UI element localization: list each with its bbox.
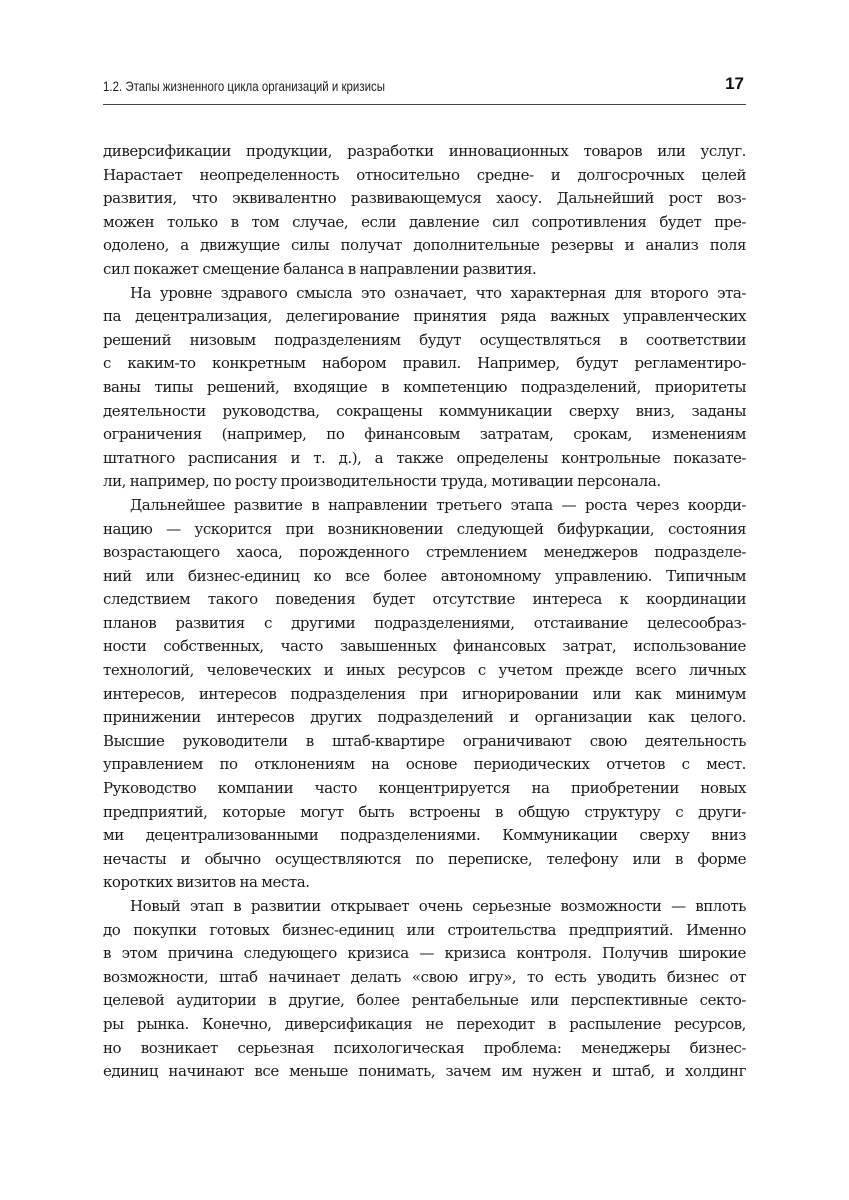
text-line: в этом причина следующего кризиса — кризиса контроля. Получив широкие [103,944,746,963]
text-line: следствием такого поведения будет отсутствие интереса к координации [103,590,746,609]
text-line: до покупки готовых бизнес-единиц или строительства предприятий. Именно [103,920,746,939]
paragraph [103,282,746,494]
text-line: сил покажет смещение баланса в направлении развития. [103,259,537,278]
text-line: решений низовым подразделениям будут осуществляться в соответствии [103,330,746,349]
text-line: предприятий, которые могут быть встроены в общую структуру с други- [103,802,746,821]
running-title: 1.2. Этапы жизненного цикла организаций и кризисы [103,78,386,94]
text-line: возможности, штаб начинает делать «свою игру», то есть уводить бизнес от [103,967,746,986]
text-line: нацию — ускорится при возникновении следующей бифуркации, состояния [103,519,746,538]
text-line: Нарастает неопределенность относительно средне- и долгосрочных целей [103,165,746,184]
text-line: деятельности руководства, сокращены коммуникации сверху вниз, заданы [103,401,746,420]
text-line: ваны типы решений, входящие в компетенцию подразделений, приоритеты [103,377,746,396]
text-line: диверсификации продукции, разработки инновационных товаров или услуг. [103,142,746,160]
running-header [103,74,746,105]
text-line: технологий, человеческих и иных ресурсов с учетом прежде всего личных [103,661,746,680]
text-line: ограничения (например, по финансовым затратам, срокам, изменениям [103,425,746,444]
text-line: нечасты и обычно осуществляются по переписке, телефону или в форме [103,849,746,868]
paragraph [103,895,746,1084]
text-line: па децентрализация, делегирование принятия ряда важных управленческих [103,307,746,326]
text-line: ры рынка. Конечно, диверсификация не переходит в распыление ресурсов, [103,1014,746,1033]
paragraph [103,494,746,895]
text-line: развития, что эквивалентно развивающемуся хаосу. Дальнейший рост воз- [103,189,746,208]
text-line: можен только в том случае, если давление сил сопротивления будет пре- [103,212,746,231]
body-text [103,140,746,1084]
text-line: ми децентрализованными подразделениями. Коммуникации сверху вниз [103,826,746,845]
text-line: ний или бизнес-единиц ко все более автономному управлению. Типичным [103,566,746,585]
text-line: интересов, интересов подразделения при игнорировании или как минимум [103,684,746,703]
text-line: На уровне здравого смысла это означает, что характерная для второго эта- [130,283,746,302]
page-number: 17 [725,74,744,93]
paragraph [103,140,746,282]
text-line: возрастающего хаоса, порожденного стремлением менеджеров подразделе- [103,543,746,562]
text-line: одолено, а движущие силы получат дополнительные резервы и анализ поля [103,236,746,255]
text-line: ли, например, по росту производительности труда, мотивации персонала. [103,472,661,491]
text-line: принижении интересов других подразделений и организации как целого. [103,708,746,727]
text-line: Руководство компании часто концентрируется на приобретении новых [103,779,746,798]
text-line: целевой аудитории в другие, более рентабельные или перспективные секто- [103,991,746,1010]
text-line: с каким-то конкретным набором правил. Например, будут регламентиро- [103,354,746,373]
text-line: управлением по отклонениям на основе периодических отчетов с мест. [103,755,746,774]
text-line: штатного расписания и т. д.), а также определены контрольные показате- [103,448,746,467]
text-line: коротких визитов на места. [103,873,310,892]
text-line: Высшие руководители в штаб-квартире ограничивают свою деятельность [103,731,746,750]
text-line: Дальнейшее развитие в направлении третьего этапа — роста через коорди- [130,495,746,514]
text-line: ности собственных, часто завышенных финансовых затрат, использование [103,637,746,656]
text-line: но возникает серьезная психологическая проблема: менеджеры бизнес- [103,1038,746,1057]
text-line: планов развития с другими подразделениями, отстаивание целесообраз- [103,613,746,632]
text-line: единиц начинают все меньше понимать, зачем им нужен и штаб, и холдинг [103,1062,746,1081]
text-line: Новый этап в развитии открывает очень серьезные возможности — вплоть [130,897,746,915]
